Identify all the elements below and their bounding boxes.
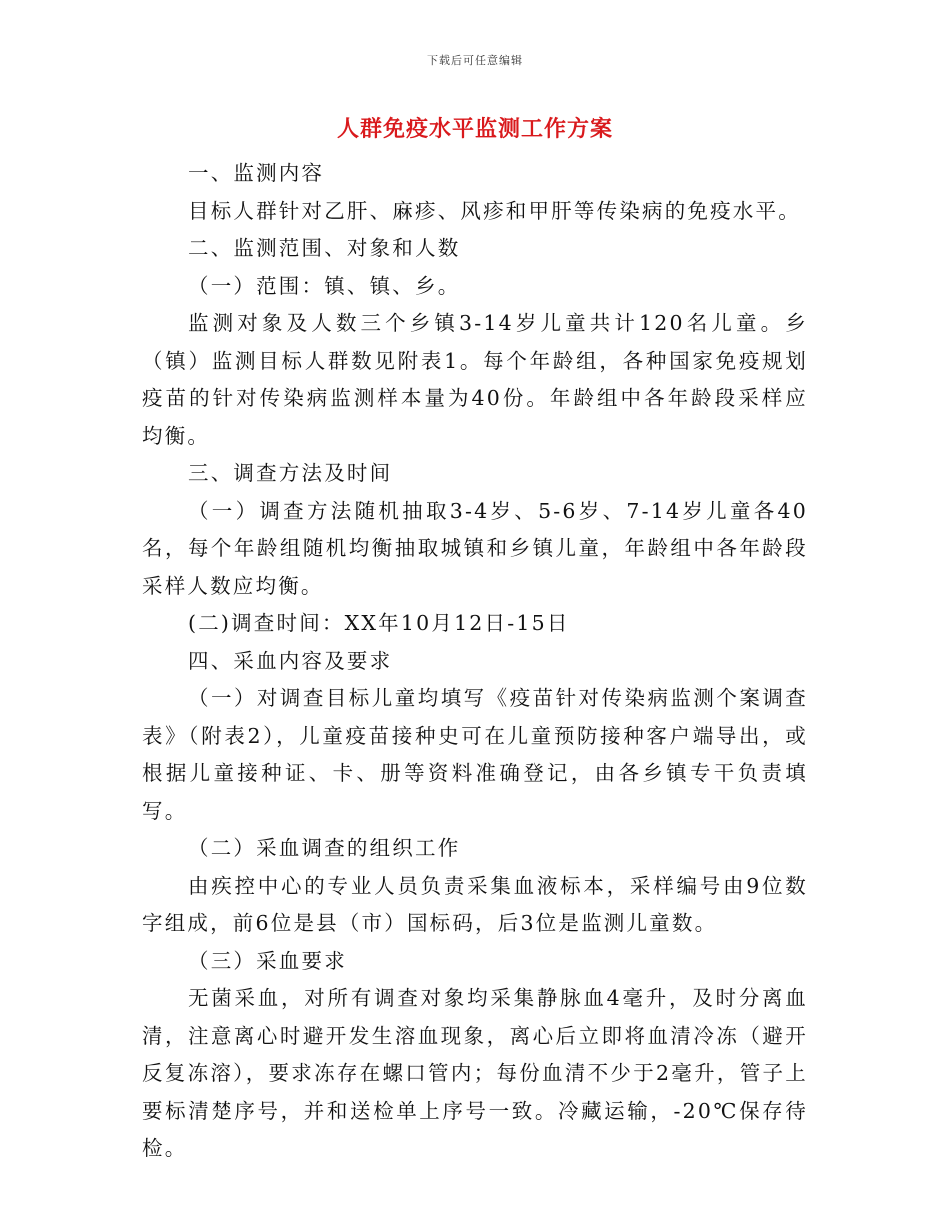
section-heading-blood-collection: 四、采血内容及要求 [188,648,393,673]
paragraph-subjects: 监测对象及人数三个乡镇3-14岁儿童共计120名儿童。乡（镇）监测目标人群数见附表1。每个年龄组，各种国家免疫规划疫苗的针对传染病监测样本量为40份。年龄组中各年龄段采样应均衡。 [142,311,808,448]
section-heading-method-time: 三、调查方法及时间 [188,461,393,485]
subheading-requirements: （三）采血要求 [188,948,347,973]
document-body [142,155,808,1168]
paragraph-survey-time: (二)调查时间：XX年10月12日-15日 [188,611,570,635]
subheading-organization: （二）采血调查的组织工作 [188,836,461,860]
paragraph-survey-method: （一）调查方法随机抽取3-4岁、5-6岁、7-14岁儿童各40名，每个年龄组随机均衡抽取城镇和乡镇儿童，年龄组中各年龄段采样人数应均衡。 [142,498,808,598]
paragraph-questionnaire: （一）对调查目标儿童均填写《疫苗针对传染病监测个案调查表》（附表2），儿童疫苗接种史可在儿童预防接种客户端导出，或根据儿童接种证、卡、册等资料准确登记，由各乡镇专干负责填写。 [142,686,808,823]
paragraph-requirements: 无菌采血，对所有调查对象均采集静脉血4毫升，及时分离血清，注意离心时避开发生溶血现象，离心后立即将血清冷冻（避开反复冻溶），要求冻存在螺口管内；每份血清不少于2毫升，管子上要标清楚序号，并和送检单上序号一致。冷藏运输，-20℃保存待检。 [142,986,808,1160]
section-heading-scope: 二、监测范围、对象和人数 [188,236,461,260]
paragraph-organization: 由疾控中心的专业人员负责采集血液标本，采样编号由9位数字组成，前6位是县（市）国标码，后3位是监测儿童数。 [142,873,808,935]
header-note: 下载后可任意编辑 [427,54,523,67]
section-heading-monitoring-content: 一、监测内容 [188,161,325,185]
paragraph-target-population: 目标人群针对乙肝、麻疹、风疹和甲肝等传染病的免疫水平。 [188,198,801,223]
document-title: 人群免疫水平监测工作方案 [336,116,613,142]
subheading-scope-range: （一）范围：镇、镇、乡。 [188,273,461,298]
